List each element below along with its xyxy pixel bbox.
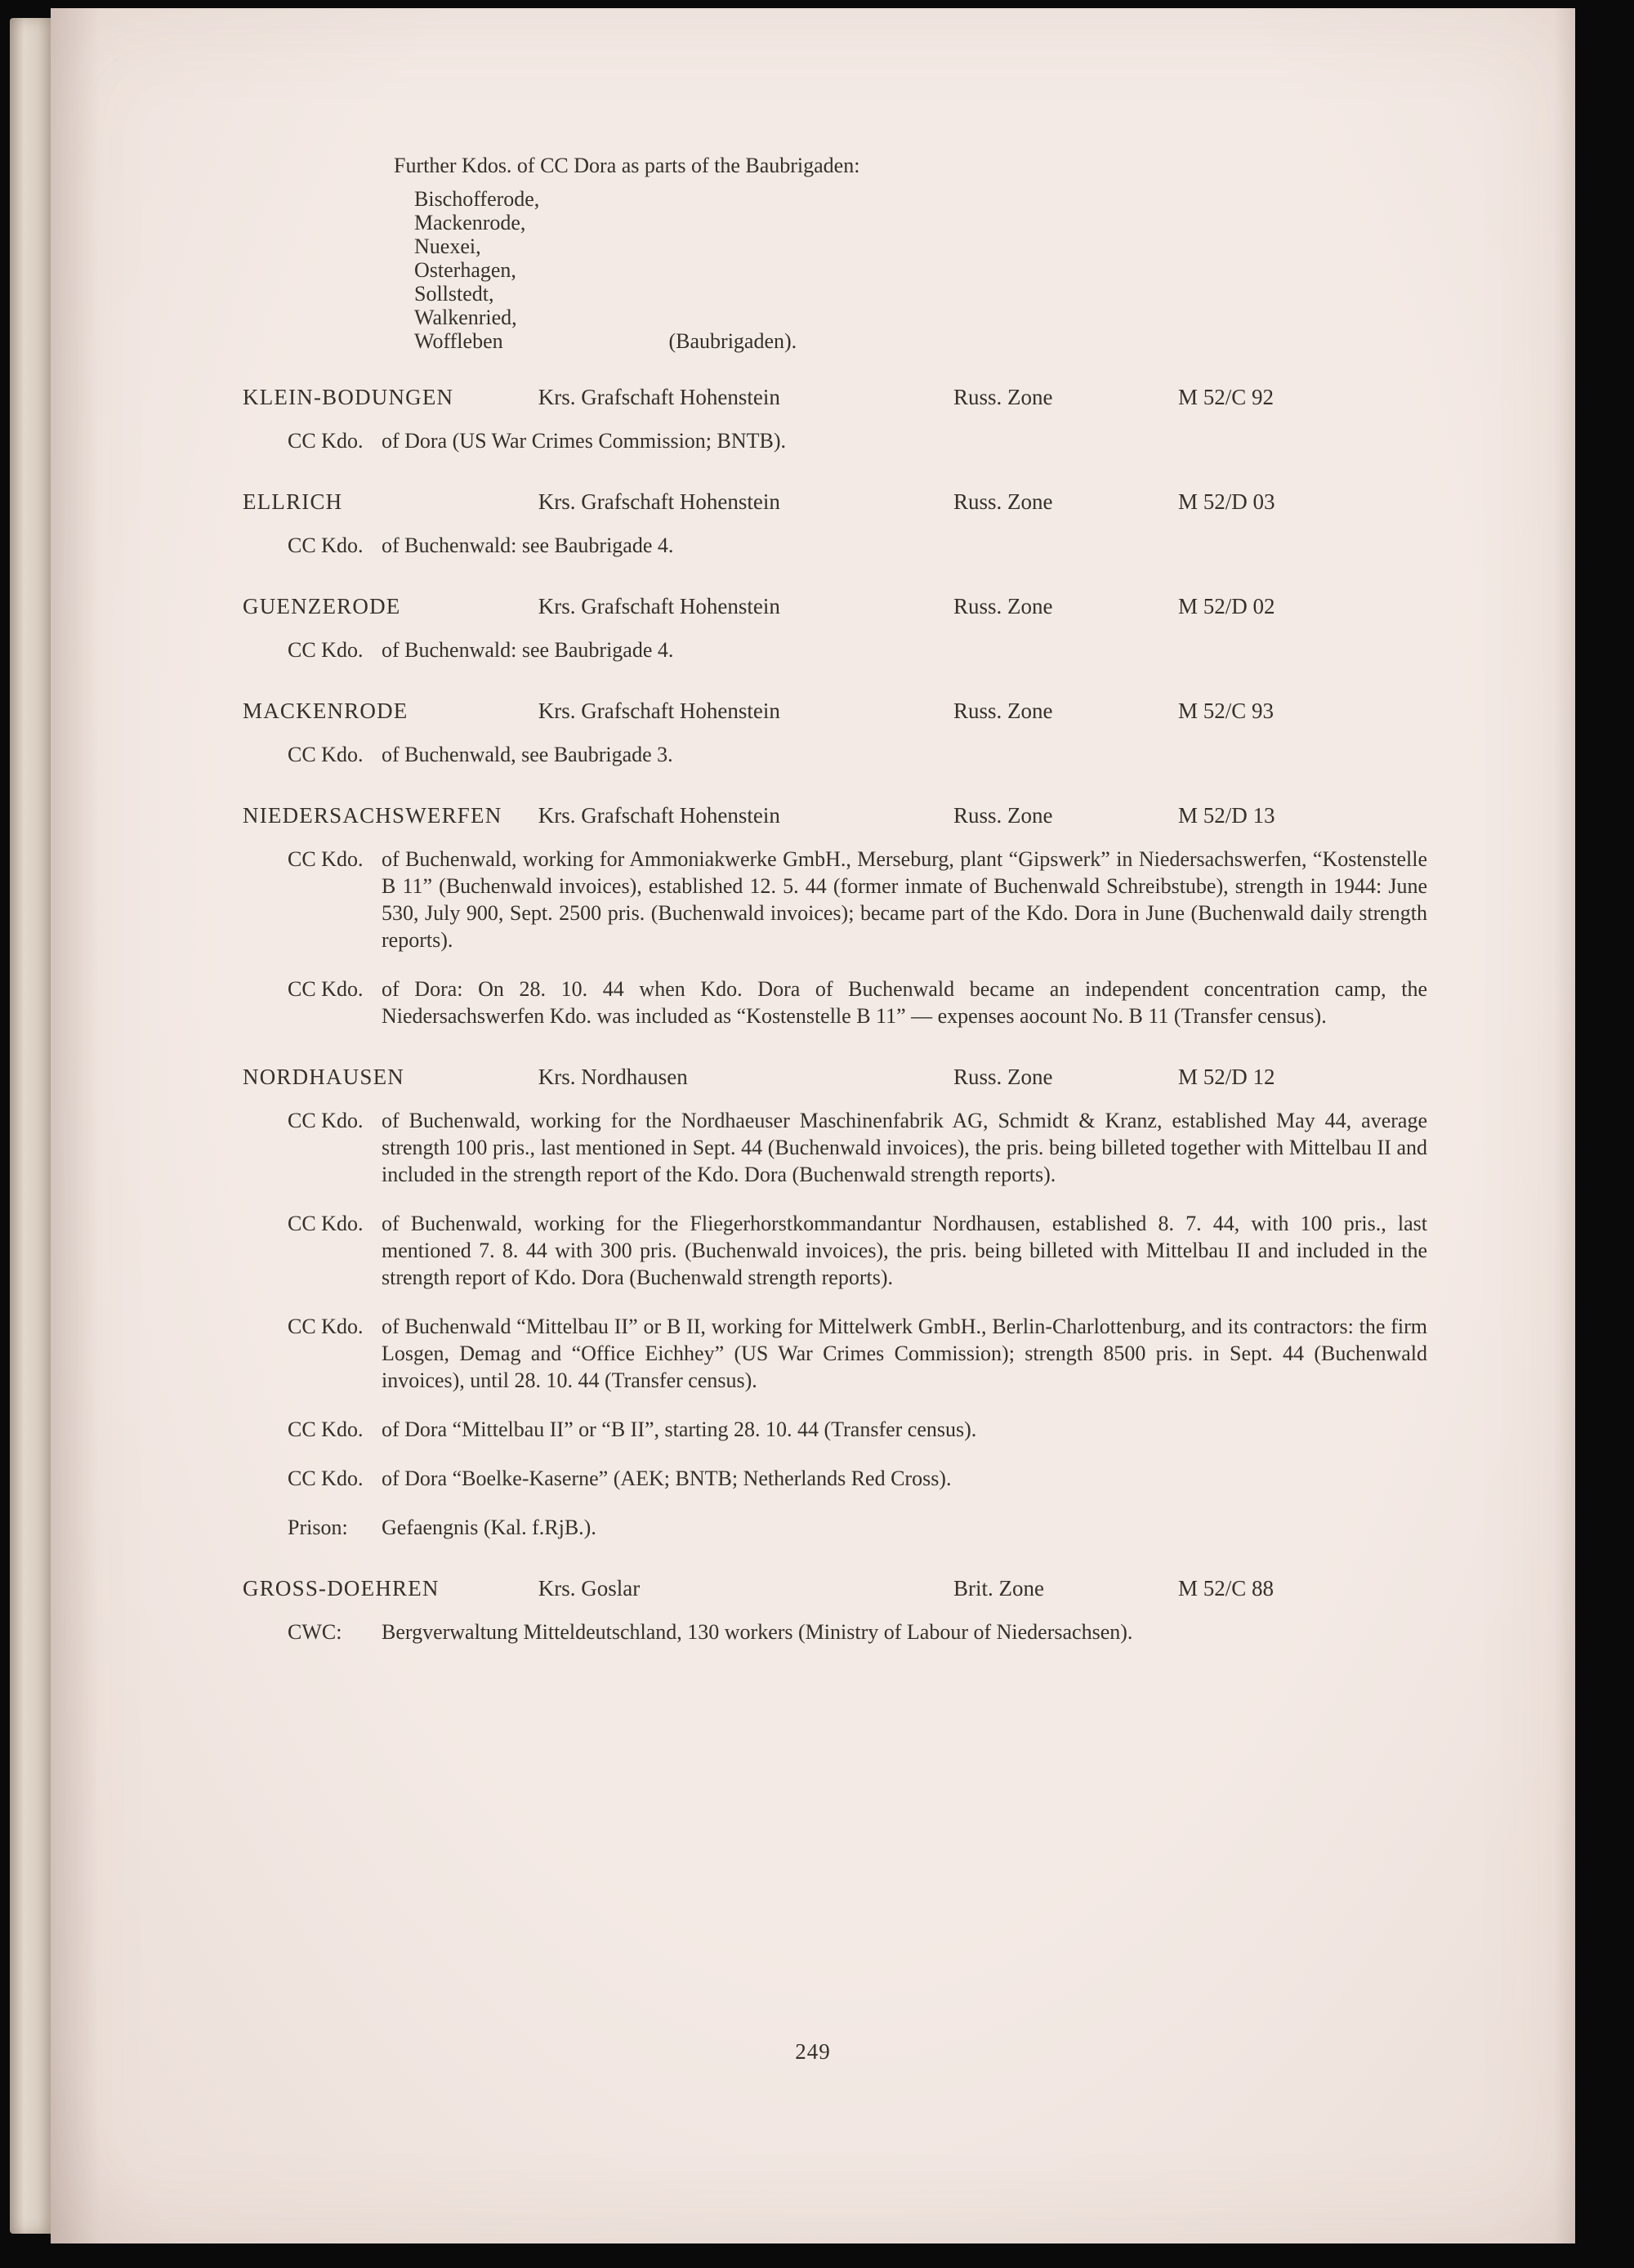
paragraph-text: of Dora (US War Crimes Commission; BNTB). xyxy=(382,429,787,453)
entry-nordhausen xyxy=(243,1064,1427,1541)
entry-paragraph xyxy=(288,1514,1427,1541)
book-fore-edge xyxy=(10,18,51,2234)
intro-item: Nuexei, xyxy=(414,234,481,258)
entry-header xyxy=(243,1064,1427,1091)
paragraph-label: CC Kdo. xyxy=(288,1418,364,1441)
entry-district: Krs. Goslar xyxy=(538,1576,641,1601)
entry-map-ref: M 52/C 88 xyxy=(1178,1576,1275,1601)
entry-paragraph xyxy=(288,1416,1427,1443)
intro-item: Woffleben xyxy=(414,329,503,353)
paragraph-text: Gefaengnis (Kal. f.RjB.). xyxy=(382,1516,596,1539)
paragraph-text: of Buchenwald “Mittelbau II” or B II, working for Mittelwerk GmbH., Berlin-Charlottenburg, and its contractors: the firm Losgen, Demag and “Office Eichhey” (US War Crimes Commission); strength 8500 pris. in Sept. 44 (Buchenwald invoices), until 28. 10. 44 (Transfer census). xyxy=(382,1315,1427,1392)
entry-header xyxy=(243,489,1427,516)
paragraph-label: CC Kdo. xyxy=(288,638,364,662)
entry-map-ref: M 52/D 03 xyxy=(1178,489,1275,514)
intro-heading: Further Kdos. of CC Dora as parts of the Baubrigaden: xyxy=(394,154,860,177)
paragraph-label: CC Kdo. xyxy=(288,429,364,453)
intro-last-row xyxy=(414,329,1427,353)
entry-header xyxy=(243,698,1427,725)
intro-suffix: (Baubrigaden). xyxy=(668,329,797,353)
paragraph-label: CC Kdo. xyxy=(288,1212,364,1235)
entry-niedersachswerfen xyxy=(243,802,1427,1029)
entry-gross-doehren xyxy=(243,1575,1427,1645)
entry-map-ref: M 52/D 02 xyxy=(1178,594,1275,618)
paragraph-text: of Buchenwald: see Baubrigade 4. xyxy=(382,534,674,557)
entry-zone: Russ. Zone xyxy=(953,489,1053,514)
paragraph-label: CC Kdo. xyxy=(288,534,364,557)
entry-paragraph xyxy=(288,1618,1427,1645)
entry-paragraph xyxy=(288,636,1427,663)
paragraph-text: Bergverwaltung Mitteldeutschland, 130 workers (Ministry of Labour of Niedersachsen). xyxy=(382,1620,1133,1644)
entry-paragraph xyxy=(288,741,1427,768)
entry-name: GUENZERODE xyxy=(243,594,401,618)
paragraph-text: of Buchenwald, working for the Fliegerhorstkommandantur Nordhausen, established 8. 7. 44, with 100 pris., last mentioned 7. 8. 44 with 300 pris. (Buchenwald invoices), the pris. being billeted with Mittelbau II and included in the strength report of Kdo. Dora (Buchenwald strength reports). xyxy=(382,1212,1427,1289)
entry-name: ELLRICH xyxy=(243,489,343,514)
entry-zone: Russ. Zone xyxy=(953,803,1053,828)
entry-name: GROSS-DOEHREN xyxy=(243,1576,440,1601)
paragraph-text: of Buchenwald, see Baubrigade 3. xyxy=(382,743,673,766)
paragraph-label: CWC: xyxy=(288,1620,342,1644)
entry-header xyxy=(243,802,1427,829)
page-number: 249 xyxy=(795,2039,831,2064)
page-content xyxy=(243,152,1427,1680)
entry-zone: Russ. Zone xyxy=(953,385,1053,409)
paragraph-text: of Buchenwald, working for the Nordhaeuser Maschinenfabrik AG, Schmidt & Kranz, established May 44, average strength 100 pris., last mentioned in Sept. 44 (Buchenwald invoices), the pris. being billeted together with Mittelbau II and included in the strength report of the Kdo. Dora (Buchenwald strength reports). xyxy=(382,1109,1427,1186)
entry-paragraph xyxy=(288,1313,1427,1394)
intro-item: Bischofferode, xyxy=(414,187,540,211)
entry-ellrich xyxy=(243,489,1427,559)
entry-map-ref: M 52/C 93 xyxy=(1178,699,1275,723)
entry-map-ref: M 52/D 12 xyxy=(1178,1065,1275,1089)
entry-district: Krs. Grafschaft Hohenstein xyxy=(538,594,780,618)
entry-paragraph xyxy=(288,1465,1427,1492)
entry-header xyxy=(243,384,1427,411)
entry-district: Krs. Grafschaft Hohenstein xyxy=(538,489,780,514)
entry-paragraph xyxy=(288,427,1427,454)
entry-paragraph xyxy=(288,532,1427,559)
paragraph-label: CC Kdo. xyxy=(288,1467,364,1490)
paragraph-label: CC Kdo. xyxy=(288,1315,364,1338)
entry-paragraph xyxy=(288,846,1427,953)
paragraph-text: of Dora “Boelke-Kaserne” (AEK; BNTB; Netherlands Red Cross). xyxy=(382,1467,952,1490)
entry-header xyxy=(243,1575,1427,1602)
paragraph-label: CC Kdo. xyxy=(288,743,364,766)
entry-paragraph xyxy=(288,1210,1427,1291)
entry-zone: Russ. Zone xyxy=(953,594,1053,618)
book-page xyxy=(51,8,1575,2243)
entry-district: Krs. Grafschaft Hohenstein xyxy=(538,385,780,409)
entry-mackenrode xyxy=(243,698,1427,768)
intro-item: Mackenrode, xyxy=(414,211,526,234)
entry-name: MACKENRODE xyxy=(243,699,408,723)
entry-name: KLEIN-BODUNGEN xyxy=(243,385,454,409)
entry-district: Krs. Grafschaft Hohenstein xyxy=(538,803,780,828)
paragraph-label: CC Kdo. xyxy=(288,1109,364,1132)
entry-district: Krs. Nordhausen xyxy=(538,1065,688,1089)
entry-klein-bodungen xyxy=(243,384,1427,454)
entry-name: NORDHAUSEN xyxy=(243,1065,405,1089)
entry-paragraph xyxy=(288,976,1427,1029)
entry-map-ref: M 52/D 13 xyxy=(1178,803,1275,828)
entry-guenzerode xyxy=(243,593,1427,663)
entry-paragraph xyxy=(288,1107,1427,1188)
entry-header xyxy=(243,593,1427,620)
paragraph-text: of Buchenwald: see Baubrigade 4. xyxy=(382,638,674,662)
paragraph-text: of Dora: On 28. 10. 44 when Kdo. Dora of Buchenwald became an independent concentration camp, the Niedersachswerfen Kdo. was included as “Kostenstelle B 11” — expenses aocount No. B 11 (Transfer census). xyxy=(382,977,1427,1028)
entry-name: NIEDERSACHSWERFEN xyxy=(243,803,502,828)
entry-map-ref: M 52/C 92 xyxy=(1178,385,1275,409)
paragraph-label: CC Kdo. xyxy=(288,847,364,871)
intro-item: Walkenried, xyxy=(414,306,517,329)
intro-block xyxy=(394,152,1427,353)
entry-zone: Brit. Zone xyxy=(953,1576,1044,1601)
intro-item: Sollstedt, xyxy=(414,282,494,306)
paragraph-label: CC Kdo. xyxy=(288,977,364,1001)
paragraph-text: of Dora “Mittelbau II” or “B II”, starting 28. 10. 44 (Transfer census). xyxy=(382,1418,977,1441)
entry-district: Krs. Grafschaft Hohenstein xyxy=(538,699,780,723)
intro-item: Osterhagen, xyxy=(414,258,516,282)
entry-zone: Russ. Zone xyxy=(953,699,1053,723)
intro-list xyxy=(414,187,1427,353)
paragraph-text: of Buchenwald, working for Ammoniakwerke GmbH., Merseburg, plant “Gipswerk” in Niedersachswerfen, “Kostenstelle B 11” (Buchenwald invoices), established 12. 5. 44 (former inmate of Buchenwald Schreibstube), strength in 1944: June 530, July 900, Sept. 2500 pris. (Buchenwald invoices); became part of the Kdo. Dora in June (Buchenwald daily strength reports). xyxy=(382,847,1427,952)
paragraph-label: Prison: xyxy=(288,1516,348,1539)
entry-zone: Russ. Zone xyxy=(953,1065,1053,1089)
